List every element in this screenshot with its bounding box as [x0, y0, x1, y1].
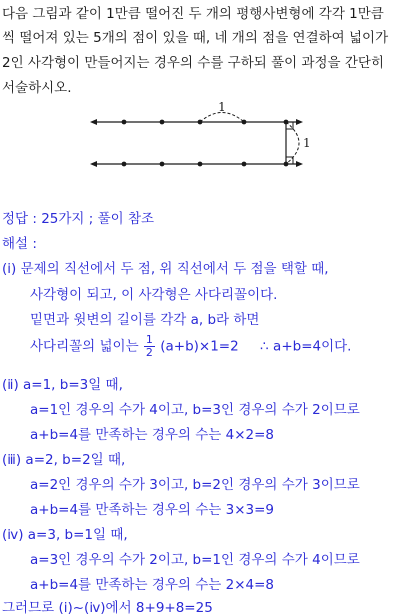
top-line-left-arrow: [90, 119, 97, 125]
top-point-2: [160, 120, 165, 125]
top-distance-label: 1: [218, 100, 226, 114]
case-2-line-1: a=1인 경우의 수가 4이고, b=3인 경우의 수가 2이므로: [30, 402, 360, 418]
step-3: 밑면과 윗변의 길이를 각각 a, b라 하면: [30, 312, 260, 328]
step-4: [30, 334, 351, 359]
case-4-heading: (ⅳ) a=3, b=1일 때,: [2, 527, 128, 543]
bottom-point-1: [122, 162, 127, 167]
vertical-distance-label: 1: [303, 136, 311, 150]
problem-line-4: 서술하시오.: [2, 80, 72, 96]
explanation-title: 해설 :: [2, 236, 37, 252]
bottom-point-2: [160, 162, 165, 167]
bottom-point-3: [198, 162, 203, 167]
answer-line: 정답 : 25가지 ; 풀이 참조: [2, 211, 155, 227]
case-3-heading: (ⅲ) a=2, b=2일 때,: [2, 452, 126, 468]
bottom-line-right-arrow: [296, 161, 303, 167]
problem-line-2: 씩 떨어져 있는 5개의 점이 있을 때, 네 개의 점을 연결하여 넓이가: [2, 30, 389, 46]
one-half-fraction: [144, 334, 155, 359]
top-point-1: [122, 120, 127, 125]
case-2-line-2: a+b=4를 만족하는 경우의 수는 4×2=8: [30, 427, 275, 443]
problem-line-3: 2인 사각형이 만들어지는 경우의 수를 구하되 풀이 과정을 간단히: [2, 55, 384, 71]
case-4-line-2: a+b=4를 만족하는 경우의 수는 2×4=8: [30, 577, 275, 593]
fraction-numerator: 1: [145, 333, 153, 346]
case-2-heading: (ⅱ) a=1, b=3일 때,: [2, 377, 123, 393]
bottom-line-left-arrow: [90, 161, 97, 167]
step-4-suffix: (a+b)×1=2 ∴ a+b=4이다.: [160, 338, 352, 355]
fraction-denominator: 2: [145, 346, 153, 359]
case-3-line-1: a=2인 경우의 수가 3이고, b=2인 경우의 수가 3이므로: [30, 477, 360, 493]
step-1: (ⅰ) 문제의 직선에서 두 점, 위 직선에서 두 점을 택할 때,: [2, 261, 329, 277]
problem-line-1: 다음 그림과 같이 1만큼 떨어진 두 개의 평행사변형에 각각 1만큼: [2, 6, 384, 22]
step-4-prefix: 사다리꼴의 넓이는: [30, 338, 139, 355]
bottom-point-4: [242, 162, 247, 167]
case-4-line-1: a=3인 경우의 수가 2이고, b=1인 경우의 수가 4이므로: [30, 552, 360, 568]
conclusion-line: 그러므로 (ⅰ)~(ⅳ)에서 8+9+8=25: [2, 600, 213, 616]
parallel-lines-figure: [0, 97, 400, 181]
top-line-right-arrow: [296, 119, 303, 125]
step-2: 사각형이 되고, 이 사각형은 사다리꼴이다.: [30, 287, 278, 303]
case-3-line-2: a+b=4를 만족하는 경우의 수는 3×3=9: [30, 502, 275, 518]
